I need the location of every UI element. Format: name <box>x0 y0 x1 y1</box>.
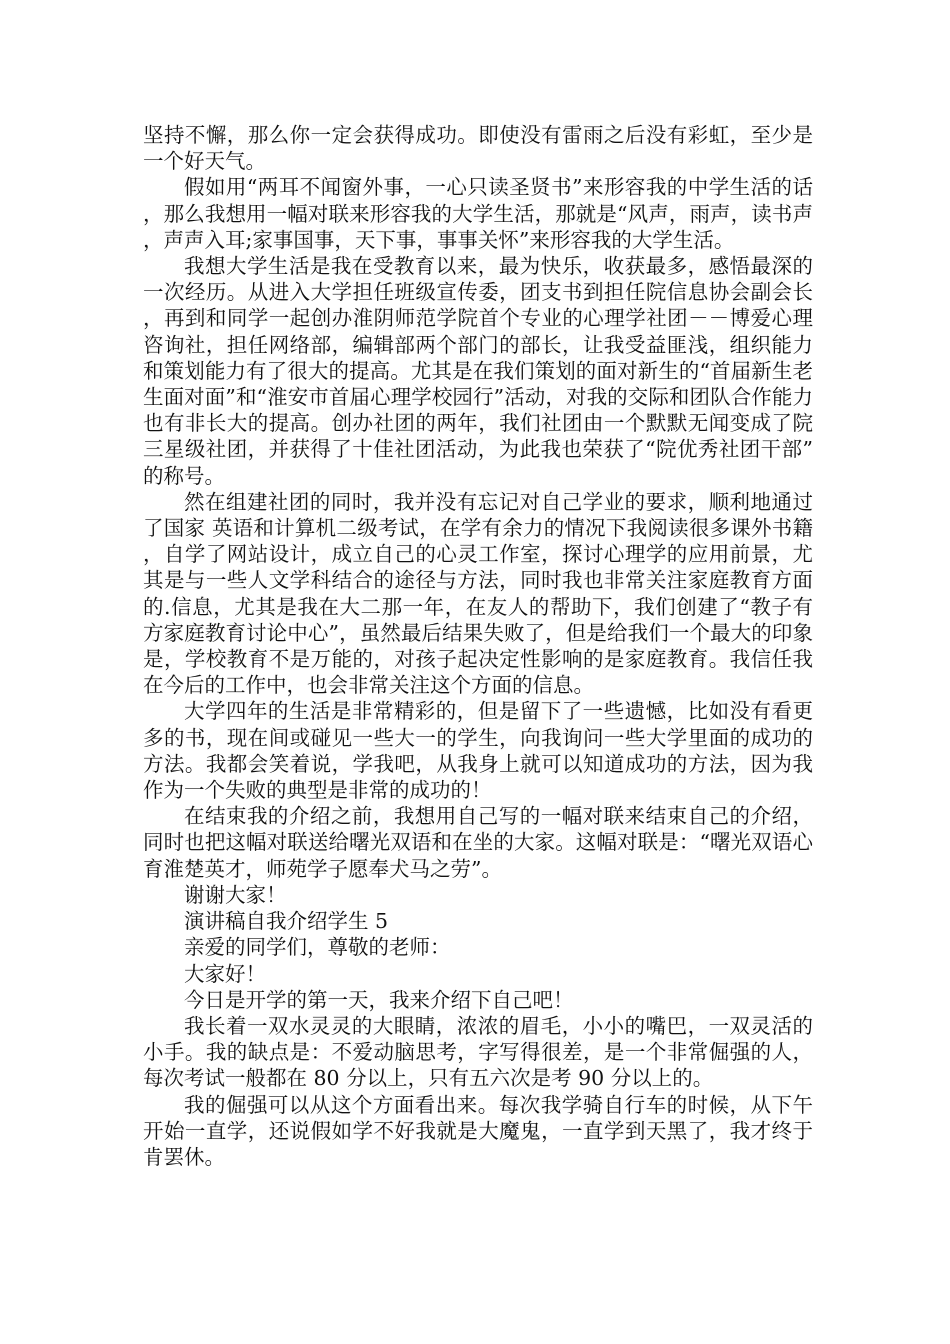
closing-line: 谢谢大家！ <box>184 882 287 907</box>
paragraph: 我的倔强可以从这个方面看出来。每次我学骑自行车的时候，从下午开始一直学，还说假如学不好我就是大魔鬼，一直学到天黑了，我才终于肯罢休。 <box>143 1092 813 1169</box>
section-heading: 演讲稿自我介绍学生 5 <box>184 909 389 934</box>
greeting: 大家好！ <box>184 961 266 986</box>
paragraph: 大学四年的生活是非常精彩的，但是留下了一些遗憾，比如没有看更多的书，现在间或碰见一些大一的学生，向我询问一些大学里面的成功的方法。我都会笑着说，学我吧，从我身上就可以知道成功的方法，因为我作为一个失败的典型是非常的成功的！ <box>143 699 813 803</box>
document-body <box>143 122 813 1170</box>
paragraph: 我长着一双水灵灵的大眼睛，浓浓的眉毛，小小的嘴巴，一双灵活的小手。我的缺点是：不爱动脑思考，字写得很差，是一个非常倔强的人，每次考试一般都在 80 分以上，只有五六次是考 90 分以上的。 <box>143 1013 813 1091</box>
paragraph: 我想大学生活是我在受教育以来，最为快乐，收获最多，感悟最深的一次经历。从进入大学担任班级宣传委，团支书到担任院信息协会副会长，再到和同学一起创办淮阴师范学院首个专业的心理学社团－－博爱心理咨询社，担任网络部，编辑部两个部门的部长，让我受益匪浅，组织能力和策划能力有了很大的提高。尤其是在我们策划的面对新生的“首届新生老生面对面”和“淮安市首届心理学校园行”活动，对我的交际和团队合作能力也有非长大的提高。创办社团的两年，我们社团由一个默默无闻变成了院三星级社团，并获得了十佳社团活动，为此我也荣获了“院优秀社团干部”的称号。 <box>143 254 813 488</box>
paragraph: 假如用“两耳不闻窗外事，一心只读圣贤书”来形容我的中学生活的话，那么我想用一幅对联来形容我的大学生活，那就是“风声，雨声，读书声，声声入耳;家事国事，天下事，事事关怀”来形容我的大学生活。 <box>143 175 813 252</box>
paragraph: 在结束我的介绍之前，我想用自己写的一幅对联来结束自己的介绍，同时也把这幅对联送给曙光双语和在坐的大家。这幅对联是：“曙光双语心育淮楚英才，师苑学子愿奉犬马之劳”。 <box>143 804 813 881</box>
paragraph: 然在组建社团的同时，我并没有忘记对自己学业的要求，顺利地通过了国家 英语和计算机二级考试，在学有余力的情况下我阅读很多课外书籍，自学了网站设计，成立自己的心灵工作室，探讨心理学的应用前景，尤其是与一些人文学科结合的途径与方法，同时我也非常关注家庭教育方面的.信息，尤其是我在大二那一年，在友人的帮助下，我们创建了“教子有方家庭教育讨论中心”，虽然最后结果失败了，但是给我们一个最大的印象是，学校教育不是万能的，对孩子起决定性影响的是家庭教育。我信任我在今后的工作中，也会非常关注这个方面的信息。 <box>143 489 813 698</box>
paragraph: 坚持不懈，那么你一定会获得成功。即使没有雷雨之后没有彩虹，至少是一个好天气。 <box>143 123 813 174</box>
salutation: 亲爱的同学们，尊敬的老师： <box>184 935 451 960</box>
paragraph: 今日是开学的第一天，我来介绍下自己吧！ <box>184 987 574 1012</box>
